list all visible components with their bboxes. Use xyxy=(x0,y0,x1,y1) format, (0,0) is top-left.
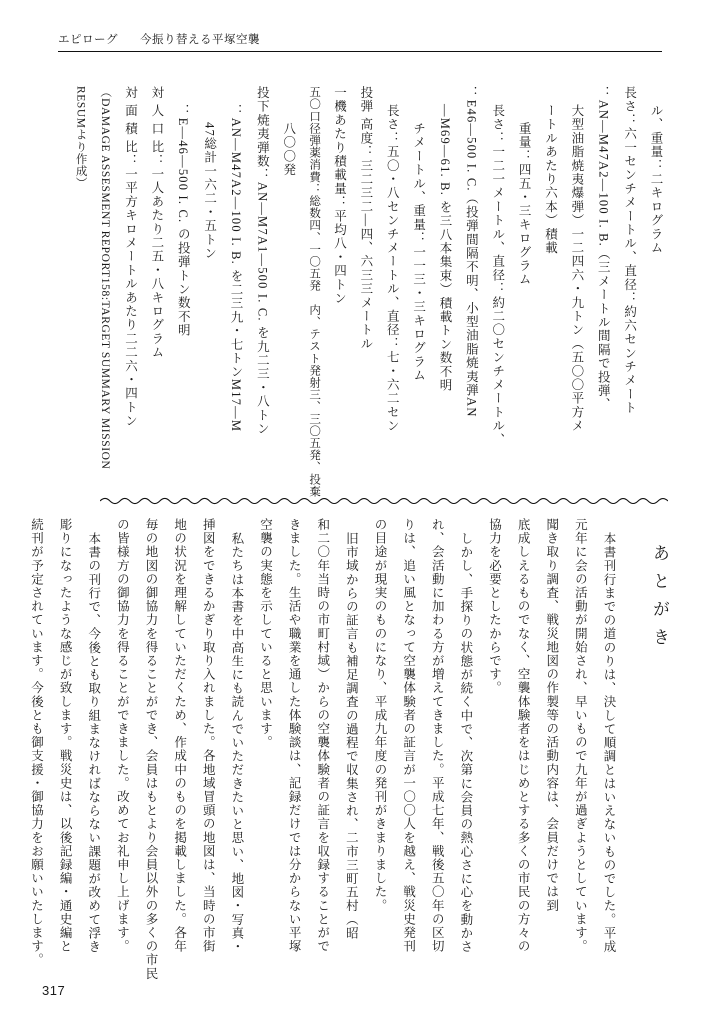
afterword-line: 地の状況を理解していただくため、作成中のものを掲載しました。各年 xyxy=(172,518,187,954)
damage-line: 大型油脂焼夷爆弾）一二四六・九トン（五〇〇平方メ xyxy=(569,104,584,433)
afterword-title: あとがき xyxy=(650,544,669,656)
damage-line: —M69—61. B. を三八本集束）積載トン数不明 xyxy=(438,104,452,393)
afterword-line: 旧市域からの証言も補足調査の過程で収集され、二市三町五村（昭 xyxy=(344,532,359,940)
afterword-line: 和二〇年当時の市町村域）からの空襲体験者の証言を収録することがで xyxy=(315,518,330,954)
damage-line: 重量：四五・三キログラム xyxy=(517,122,532,287)
wavy-divider xyxy=(100,494,668,506)
page-header xyxy=(58,30,662,52)
afterword-line: 元年に会の活動が開始され、早いもので九年が過ぎようとしています。 xyxy=(573,518,588,954)
page-number: 317 xyxy=(42,983,66,998)
damage-line: ：AN—M47A2—100 I. B.（三メートル間隔で投弾、 xyxy=(596,86,611,412)
afterword-line: の皆様方の御協力を得ることができました。改めてお礼申し上げます。 xyxy=(115,518,130,954)
afterword-line: 協力を必要としたからです。 xyxy=(487,518,502,695)
damage-line: 長さ：五〇・八センチメートル、直径：七・六二セン xyxy=(385,104,400,433)
damage-line: チメートル、重量：一一三・三キログラム xyxy=(411,122,426,383)
afterword-line: 本書の刊行で、今後とも取り組まなければならない課題が改めて浮き xyxy=(86,532,101,954)
damage-line: ：E46—500 I. C.（投弾間隔不明、小型油脂焼夷弾AN xyxy=(464,86,479,418)
afterword-line: 底成しえるものでなく、空襲体験者をはじめとする多くの市民の方々の xyxy=(516,518,531,954)
header-chapter-label: エピローグ xyxy=(58,34,118,46)
afterword-line: れ、会活動に加わる方が増えてきました。平成七年、戦後五〇年の区切 xyxy=(430,518,445,954)
afterword-body xyxy=(20,518,621,981)
afterword-line: 聞き取り調査、戦災地図の作製等の活動内容は、会員だけでは到 xyxy=(544,518,559,913)
afterword-line: の目途が現実のものになり、平成九年度の発刊がきまりました。 xyxy=(373,518,387,913)
damage-line: （DAMAGE ASSESMENT REPORT158:TARGET SUMMARY MISSION xyxy=(99,86,112,470)
damage-line: 投下焼夷弾数：AN—M7A1—500 I. C. を九二三・八トン xyxy=(255,86,270,436)
damage-line: RESUMより作成） xyxy=(74,86,87,190)
header-divider-rule xyxy=(58,51,662,52)
damage-line: 47総計一六二・五トン xyxy=(202,122,217,261)
damage-line: 八〇〇発 xyxy=(281,122,296,177)
damage-report-block xyxy=(74,86,668,498)
damage-line: 一機あたり積載量：平均八・四トン xyxy=(332,86,347,306)
afterword-line: 本書刊行までの道のりは、決して順調とはいえないものでした。平成 xyxy=(602,532,616,954)
damage-line: 対 面 積 比：一平方キロメートルあたり二二六・四トン xyxy=(123,86,138,428)
damage-line: ル、重量：二キログラム xyxy=(649,104,663,255)
damage-line: 長さ：六一センチメートル、直径：約六センチメート xyxy=(622,86,637,415)
afterword-line: 私たちは本書を中高生にも読んでいただきたいと思い、地図・写真・ xyxy=(229,532,244,954)
afterword-section xyxy=(29,518,672,981)
afterword-line: 挿図をできるかぎり取り入れました。各地域冒頭の地図は、当時の市街 xyxy=(201,518,216,954)
damage-line: 投弾 高度：三二三二—四、六三三メートル xyxy=(358,86,373,351)
afterword-line: 続刊が予定されています。今後とも御支援・御協力をお願いいたします。 xyxy=(29,518,44,967)
afterword-line: 空襲の実態を示していると思います。 xyxy=(258,518,273,750)
damage-line: 対 人 口 比：一人あたり二五・八キログラム xyxy=(149,86,164,360)
afterword-line: 毎の地図の御協力を得ることができ、会員はもとより会員以外の多くの市民 xyxy=(144,518,158,981)
damage-line: ：AN—M47A2—100 I. B. を二三九・七トンM17—M xyxy=(228,104,243,433)
damage-line: ートルあたり六本）積載 xyxy=(543,104,558,255)
afterword-line: 彫りになったような感じが致します。戦災史は、以後記録編・通史編と xyxy=(58,518,73,954)
afterword-line: りは、追い風となって空襲体験者の証言が一〇〇人を越え、戦災史発刊 xyxy=(401,518,416,954)
damage-line: 長さ：一二一メートル、直径：約二〇センチメートル、 xyxy=(490,104,505,447)
afterword-line: きました。生活や職業を通した体験談は、記録だけでは分からない平塚 xyxy=(287,518,302,954)
header-chapter-title: 今振り替える平塚空襲 xyxy=(140,34,260,46)
damage-line: ：E—46—500 I. C. の投弾トン数不明 xyxy=(176,104,191,338)
afterword-line: しかし、手探りの状態が続く中で、次第に会員の熱心さに心を動かさ xyxy=(458,532,473,954)
damage-line: 五〇口径弾薬消費：総数四、一〇五発 内、テスト発射三、三〇五発、投棄 xyxy=(308,86,321,498)
